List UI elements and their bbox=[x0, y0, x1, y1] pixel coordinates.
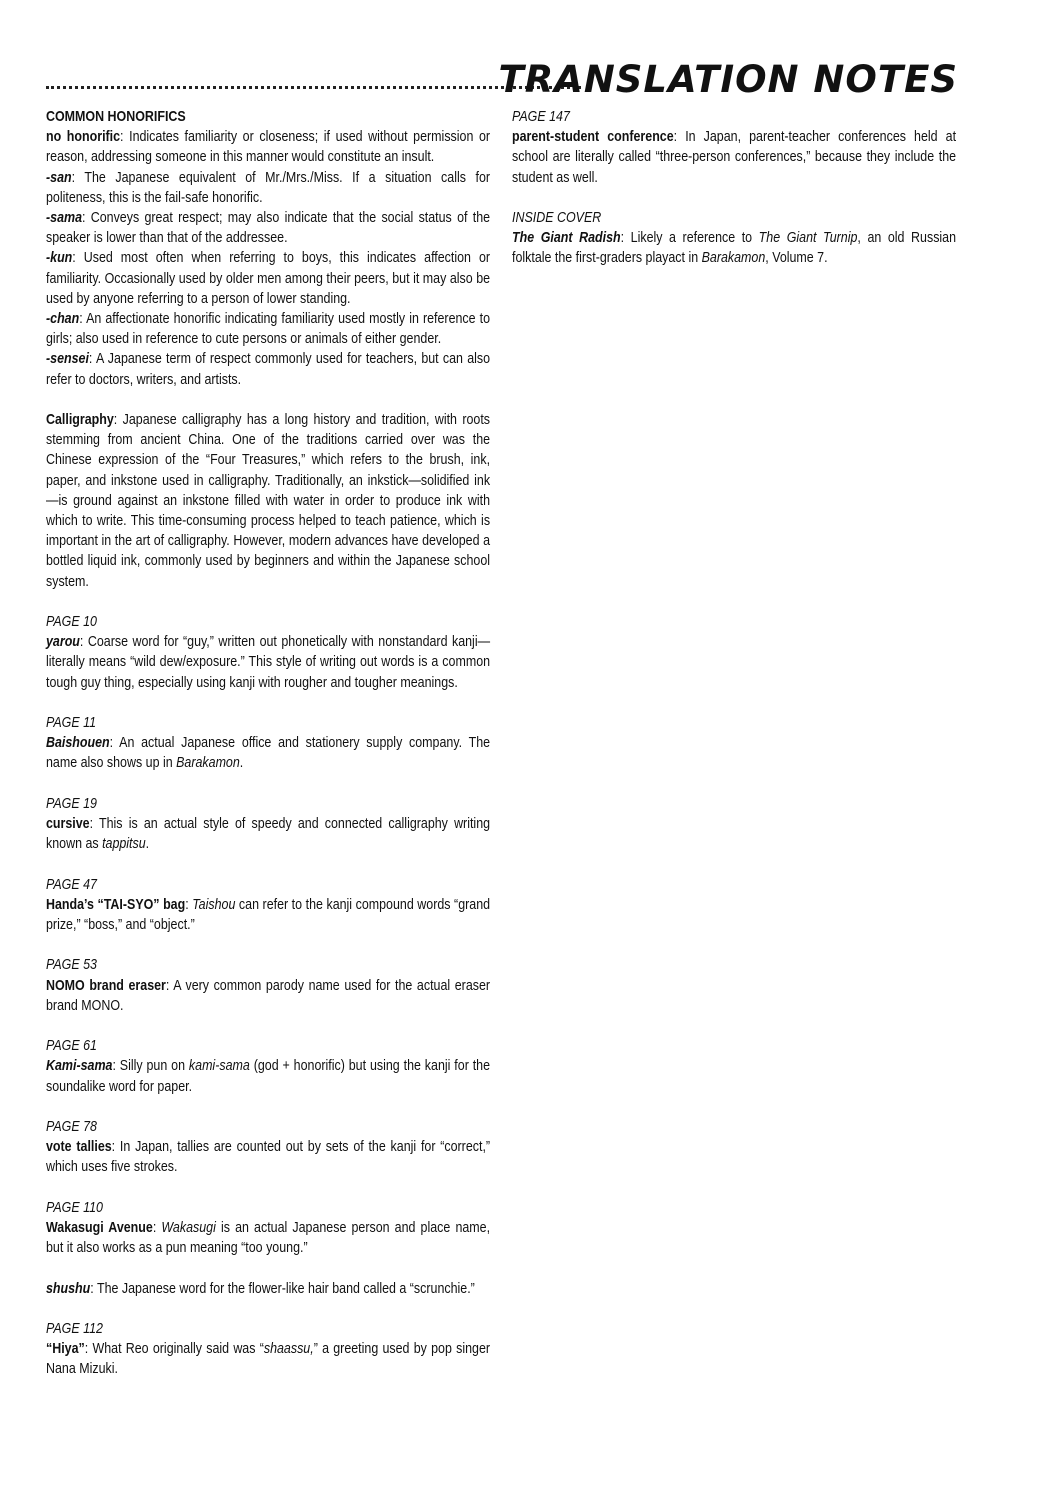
entry-term: -chan bbox=[46, 310, 80, 328]
note-entry bbox=[46, 733, 490, 773]
honorific-entry bbox=[46, 168, 490, 208]
entry-italic: kami-sama bbox=[188, 1057, 250, 1075]
note-entry bbox=[46, 976, 490, 1016]
page-label: PAGE 147 bbox=[512, 108, 570, 125]
calligraphy-section bbox=[46, 410, 490, 592]
page-label: PAGE 61 bbox=[46, 1037, 97, 1055]
entry-term: -san bbox=[46, 168, 72, 186]
entry-separator: : bbox=[152, 1219, 162, 1237]
entry-separator: : bbox=[88, 350, 96, 368]
entry-text: A very common parody name used for the actual eraser brand MONO. bbox=[46, 976, 491, 1014]
page-label: PAGE 78 bbox=[46, 1118, 97, 1136]
entry-term: no honorific bbox=[46, 128, 121, 146]
entry-text: This is an actual style of speedy and connected calligraphy writing known as bbox=[46, 815, 491, 853]
entry-term: cursive bbox=[46, 815, 90, 833]
entry-term: yarou bbox=[46, 633, 80, 651]
note-page-47 bbox=[46, 875, 490, 936]
entry-text: Japanese calligraphy has a long history and tradition, with roots stemming from ancient China. One of the traditions carried over was the Chinese expression of the “Four Treasures,” which refers to the brush, ink, paper, and inkstone used in calligraphy. Traditionally, an inkstick—solidified ink—is ground against an inkstone filled with water in order to produce ink with which to write. This time-consuming process helped to teach patience, which is important in the art of calligraphy. However, modern advances have developed a bottled liquid ink, commonly used by beginners and within the Japanese school system. bbox=[46, 411, 491, 590]
entry-italic: shaassu, bbox=[263, 1340, 314, 1358]
entry-separator: : bbox=[111, 1138, 120, 1156]
entry-text: In Japan, tallies are counted out by sets of the kanji for “correct,” which uses five strokes. bbox=[46, 1138, 491, 1176]
note-inside-cover bbox=[512, 208, 956, 269]
entry-separator: : bbox=[72, 249, 84, 267]
entry-term: NOMO brand eraser bbox=[46, 976, 166, 994]
page-title: TRANSLATION NOTES bbox=[498, 58, 958, 101]
entry-term: The Giant Radish bbox=[512, 229, 621, 247]
entry-text: , an old Russian folktale the first-graders playact in bbox=[512, 229, 957, 267]
note-entry bbox=[46, 1339, 490, 1379]
entry-term: parent-student conference bbox=[512, 128, 674, 146]
page-label: PAGE 11 bbox=[46, 714, 97, 732]
entry-separator: : bbox=[185, 895, 193, 913]
entry-separator: : bbox=[79, 310, 87, 328]
note-page-11 bbox=[46, 713, 490, 774]
entry-term: Handa’s “TAI-SYO” bag bbox=[46, 895, 186, 913]
entry-italic: Taishou bbox=[192, 895, 236, 913]
note-entry bbox=[512, 127, 956, 188]
note-entry bbox=[46, 632, 490, 693]
entry-text: Used most often when referring to boys, this indicates affection or familiarity. Occasionally used by older men among their peers, but it may also be used by anyone referring to a person of lower standing. bbox=[46, 249, 491, 307]
entry-text: In Japan, parent-teacher conferences held at school are literally called “three-person conferences,” because they include the student as well. bbox=[512, 128, 957, 186]
entry-separator: : bbox=[620, 229, 631, 247]
page-label: PAGE 47 bbox=[46, 875, 97, 893]
right-column bbox=[512, 107, 956, 289]
entry-separator: : bbox=[112, 1057, 120, 1075]
entry-term: Calligraphy bbox=[46, 411, 114, 429]
honorific-entry bbox=[46, 349, 490, 389]
entry-term: -sama bbox=[46, 209, 82, 227]
entry-text: Silly pun on bbox=[119, 1057, 189, 1075]
entry-text: An actual Japanese office and stationery supply company. The name also shows up in bbox=[46, 734, 491, 772]
note-entry bbox=[46, 1056, 490, 1096]
page-label: PAGE 19 bbox=[46, 794, 97, 812]
note-entry bbox=[46, 1137, 490, 1177]
entry-separator: : bbox=[165, 976, 174, 994]
entry-text: An affectionate honorific indicating familiarity used mostly in reference to girls; also used in reference to cute persons or animals of either gender. bbox=[46, 310, 491, 348]
entry-text: Likely a reference to bbox=[630, 229, 759, 247]
entry-separator: : bbox=[81, 209, 91, 227]
entry-text: What Reo originally said was “ bbox=[92, 1340, 264, 1358]
entry-text: can refer to the kanji compound words “grand prize,” “boss,” and “object.” bbox=[46, 895, 491, 934]
page-label: PAGE 10 bbox=[46, 613, 97, 631]
entry-text: . bbox=[145, 835, 150, 853]
entry-italic: Barakamon bbox=[701, 249, 766, 267]
entry-italic: tappitsu bbox=[102, 835, 146, 853]
note-page-110 bbox=[46, 1198, 490, 1259]
entry-separator: : bbox=[79, 633, 88, 651]
entry-text: . bbox=[239, 754, 244, 772]
page-label: INSIDE COVER bbox=[512, 209, 602, 226]
page-header bbox=[46, 58, 958, 106]
entry-term: Kami-sama bbox=[46, 1057, 113, 1075]
entry-text: , Volume 7. bbox=[765, 249, 828, 267]
entry-separator: : bbox=[673, 128, 686, 146]
entry-text: Coarse word for “guy,” written out phonetically with nonstandard kanji—literally means “wild dew/exposure.” This style of writing out words is a common tough guy thing, especially using kanji with rougher and tougher meanings. bbox=[46, 633, 491, 691]
entry-text: The Japanese equivalent of Mr./Mrs./Miss. If a situation calls for politeness, this is the fail-safe honorific. bbox=[46, 168, 491, 206]
entry-term: shushu bbox=[46, 1279, 91, 1297]
entry-separator: : bbox=[84, 1340, 93, 1358]
honorifics-heading: COMMON HONORIFICS bbox=[46, 108, 186, 125]
note-entry bbox=[46, 895, 490, 935]
note-page-78 bbox=[46, 1117, 490, 1178]
calligraphy-entry bbox=[46, 410, 490, 592]
page-label: PAGE 110 bbox=[46, 1198, 103, 1216]
entry-italic: Barakamon bbox=[176, 754, 240, 772]
honorific-entry bbox=[46, 208, 490, 248]
entry-text: ” a greeting used by pop singer Nana Mizuki. bbox=[46, 1340, 491, 1378]
entry-separator: : bbox=[109, 734, 120, 752]
honorifics-section bbox=[46, 107, 490, 390]
note-page-61 bbox=[46, 1036, 490, 1097]
note-entry bbox=[46, 1218, 490, 1258]
entry-separator: : bbox=[90, 1279, 97, 1297]
note-entry bbox=[46, 814, 490, 854]
entry-separator: : bbox=[89, 815, 100, 833]
entry-text: Conveys great respect; may also indicate that the social status of the speaker is lower than that of the addressee. bbox=[46, 209, 491, 247]
entry-text: A Japanese term of respect commonly used for teachers, but can also refer to doctors, writers, and artists. bbox=[46, 350, 491, 388]
note-entry bbox=[46, 1279, 490, 1299]
entry-term: vote tallies bbox=[46, 1138, 112, 1156]
entry-term: Baishouen bbox=[46, 734, 110, 752]
note-page-53 bbox=[46, 955, 490, 1016]
honorific-entry bbox=[46, 127, 490, 167]
entry-term: Wakasugi Avenue bbox=[46, 1219, 153, 1237]
entry-italic: The Giant Turnip bbox=[758, 229, 858, 247]
entry-text: The Japanese word for the flower-like hair band called a “scrunchie.” bbox=[96, 1279, 475, 1297]
note-page-19 bbox=[46, 794, 490, 855]
page-label: PAGE 112 bbox=[46, 1320, 103, 1338]
entry-separator: : bbox=[120, 128, 130, 146]
page-label: PAGE 53 bbox=[46, 956, 97, 974]
note-shushu bbox=[46, 1279, 490, 1299]
honorific-entry bbox=[46, 248, 490, 309]
entry-term: “Hiya” bbox=[46, 1340, 85, 1358]
note-page-112 bbox=[46, 1319, 490, 1380]
note-page-147 bbox=[512, 107, 956, 188]
entry-separator: : bbox=[113, 411, 123, 429]
entry-text: is an actual Japanese person and place name, but it also works as a pun meaning “too young.” bbox=[46, 1219, 491, 1257]
honorific-entry bbox=[46, 309, 490, 349]
note-entry bbox=[512, 228, 956, 268]
left-column bbox=[46, 107, 490, 1400]
entry-italic: Wakasugi bbox=[161, 1219, 216, 1237]
entry-term: -kun bbox=[46, 249, 73, 267]
entry-text: (god + honorific) but using the kanji for the soundalike word for paper. bbox=[46, 1057, 491, 1095]
entry-text: Indicates familiarity or closeness; if used without permission or reason, addressing someone in this manner would constitute an insult. bbox=[46, 128, 491, 166]
entry-term: -sensei bbox=[46, 350, 89, 368]
note-page-10 bbox=[46, 612, 490, 693]
entry-separator: : bbox=[71, 168, 85, 186]
